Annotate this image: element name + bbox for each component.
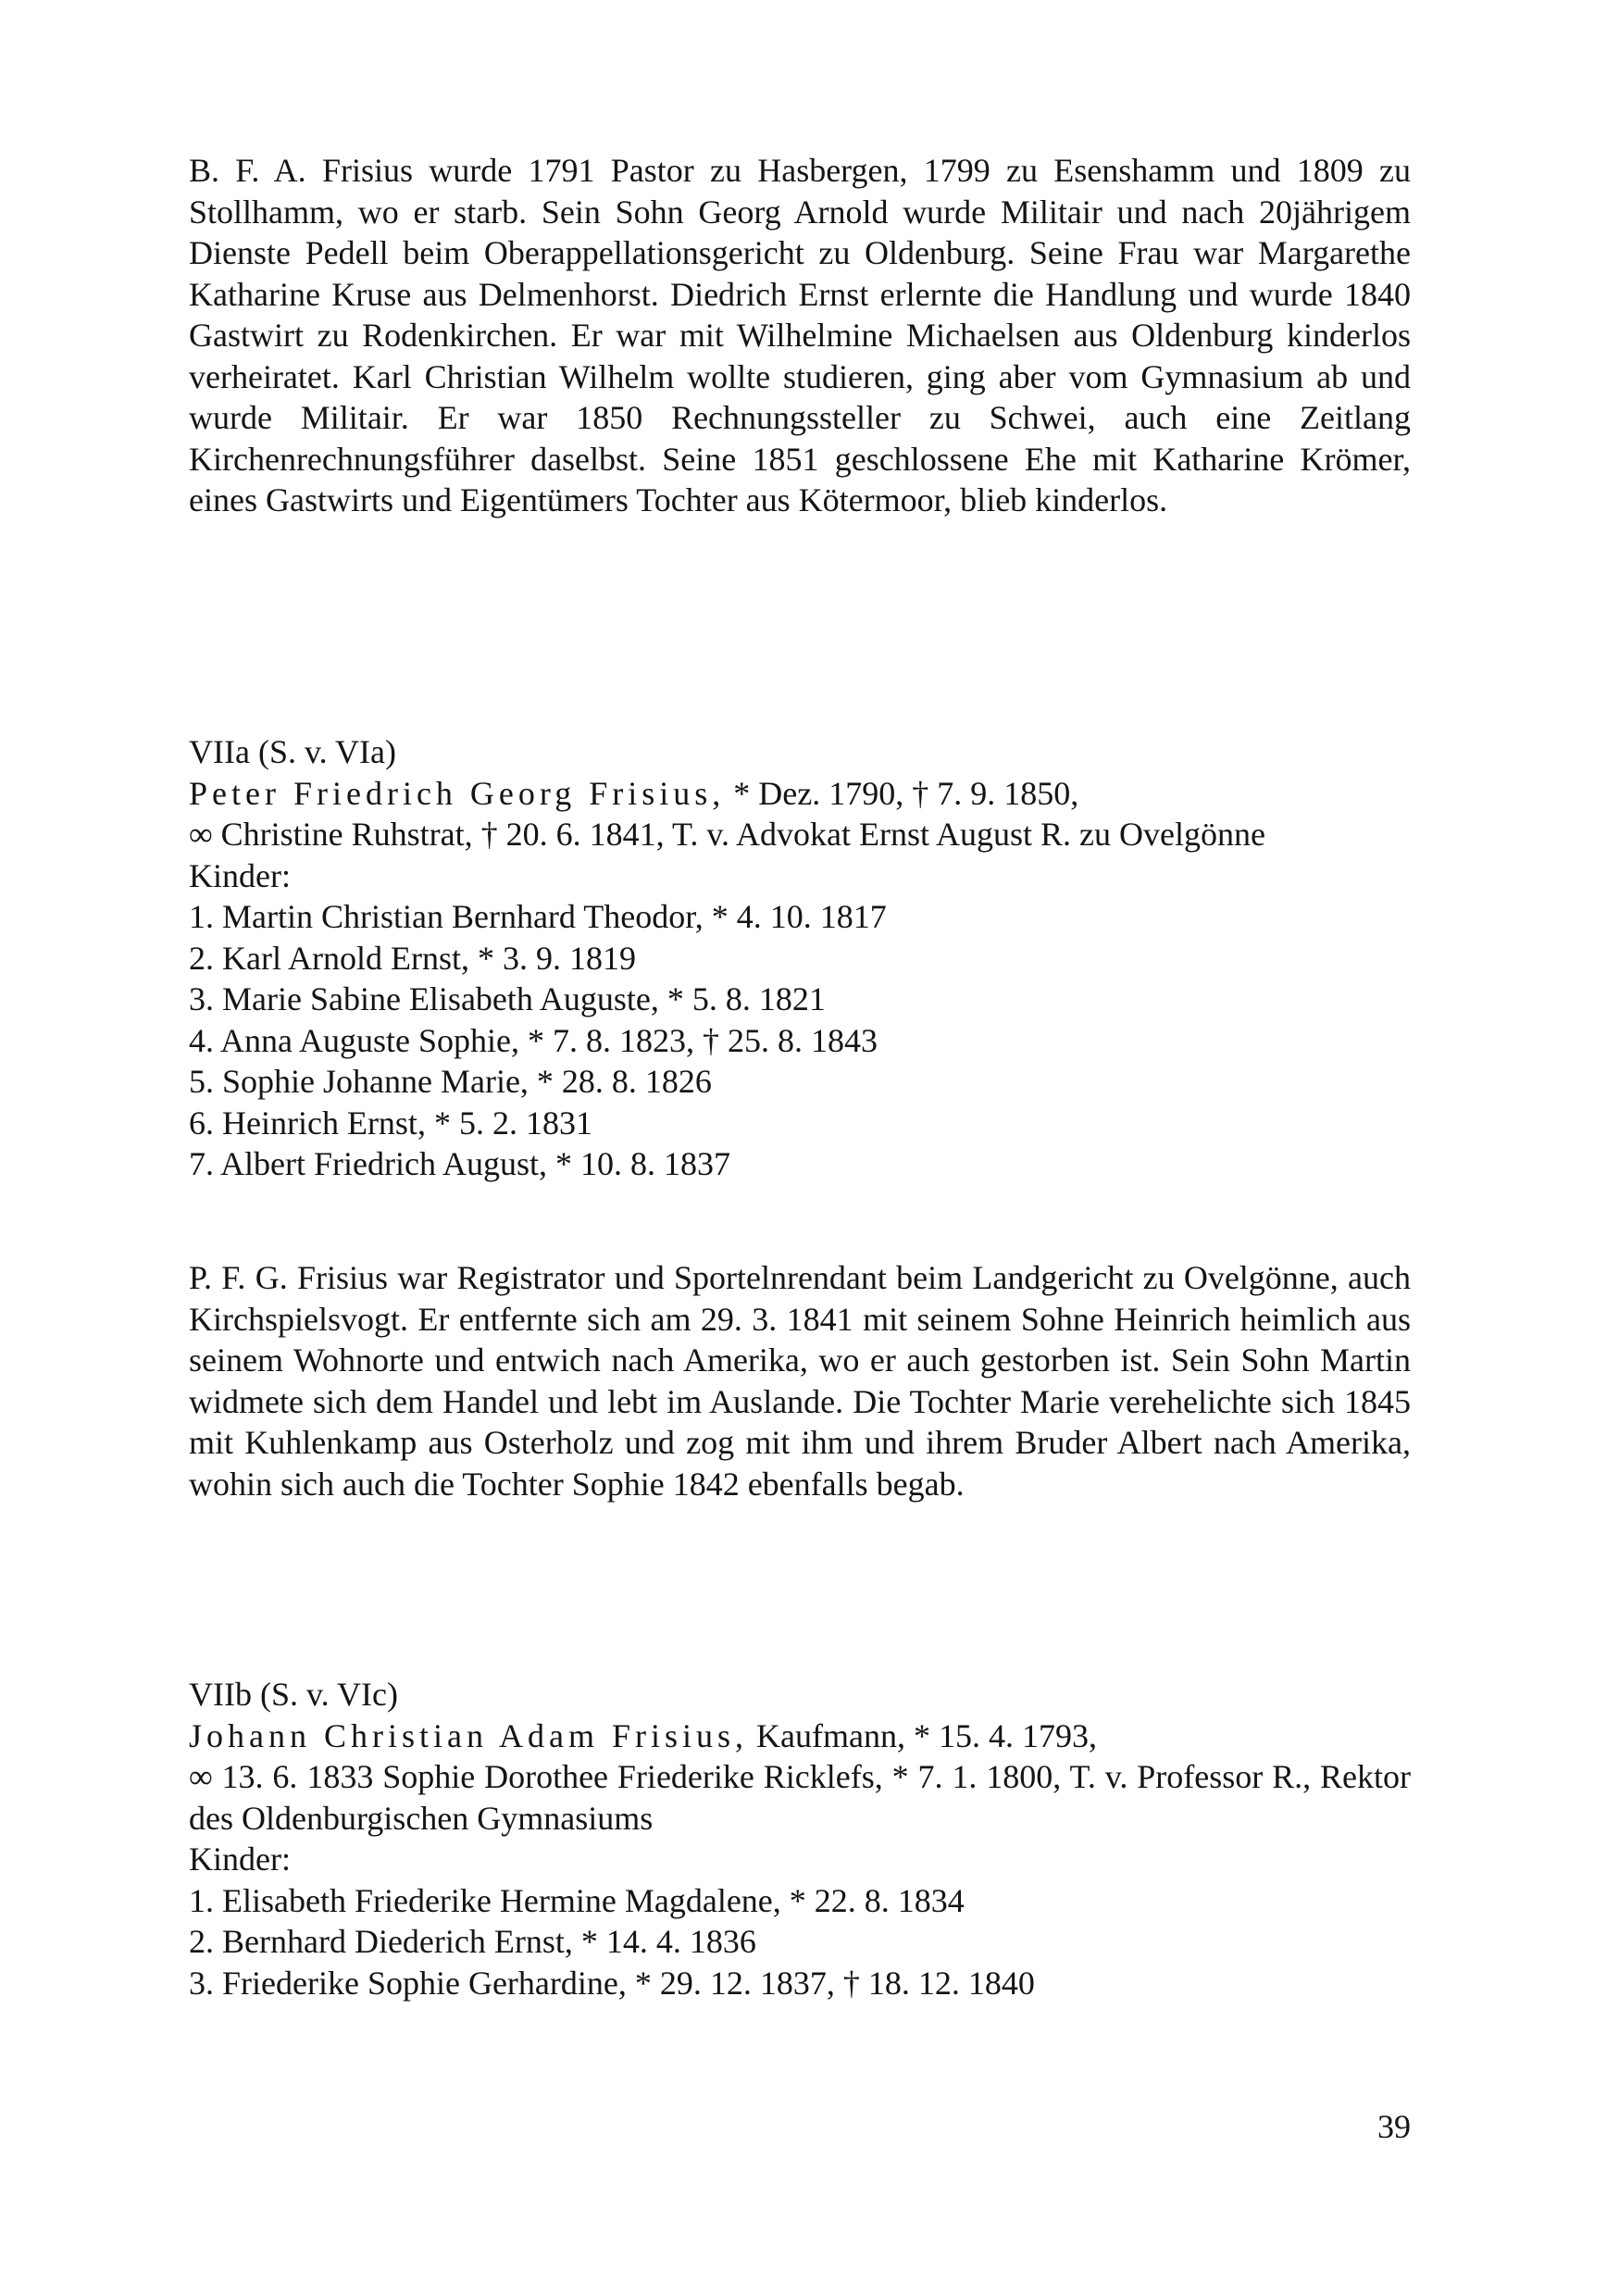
section-viib-children-list [189, 1880, 1411, 2004]
child-item: 2. Karl Arnold Ernst, * 3. 9. 1819 [189, 939, 636, 977]
child-item: 2. Bernhard Diederich Ernst, * 14. 4. 1836 [189, 1923, 756, 1960]
section-viia [189, 731, 1411, 1185]
child-item: 1. Martin Christian Bernhard Theodor, * 4. 10. 1817 [189, 898, 887, 935]
section-viib-person [189, 1716, 1411, 1757]
child-item: 3. Marie Sabine Elisabeth Auguste, * 5. 8. 1821 [189, 980, 826, 1017]
section-viia-heading: VIIa (S. v. VIa) [189, 733, 396, 770]
section-viib-heading: VIIb (S. v. VIc) [189, 1676, 398, 1713]
section-viia-text [189, 1257, 1411, 1504]
child-item: 1. Elisabeth Friederike Hermine Magdalene, * 22. 8. 1834 [189, 1881, 965, 1919]
section-viib-person-dates: Kaufmann, * 15. 4. 1793, [748, 1716, 1097, 1754]
section-viib-person-name: Johann Christian Adam Frisius, [189, 1716, 749, 1754]
page-number: 39 [1377, 2108, 1411, 2145]
section-viia-person-name: Peter Friedrich Georg Frisius, [189, 774, 726, 812]
section-viia-marriage: ∞ Christine Ruhstrat, † 20. 6. 1841, T. v. Advokat Ernst August R. zu Ovelgönne [189, 816, 1265, 853]
section-viib [189, 1674, 1411, 2003]
section-viib-marriage: ∞ 13. 6. 1833 Sophie Dorothee Friederike Ricklefs, * 7. 1. 1800, T. v. Professor R., Rektor des Oldenburgischen Gymnasiums [189, 1758, 1411, 1837]
child-item: 7. Albert Friedrich August, * 10. 8. 1837 [189, 1145, 730, 1182]
section-viia-children-label: Kinder: [189, 856, 291, 894]
child-item: 5. Sophie Johanne Marie, * 28. 8. 1826 [189, 1063, 712, 1100]
intro-section [189, 150, 1411, 521]
section-viia-person [189, 773, 1411, 815]
intro-paragraph: B. F. A. Frisius wurde 1791 Pastor zu Hasbergen, 1799 zu Esenshamm und 1809 zu Stollhamm, wo er starb. Sein Sohn Georg Arnold wurde Militair und nach 20jährigem Dienste Pedell beim Oberappellationsgericht zu Oldenburg. Seine Frau war Margarethe Katharine Kruse aus Delmenhorst. Diedrich Ernst erlernte die Handlung und wurde 1840 Gastwirt zu Rodenkirchen. Er war mit Wilhelmine Michaelsen aus Oldenburg kinderlos verheiratet. Karl Christian Wilhelm wollte studieren, ging aber vom Gymnasium ab und wurde Militair. Er war 1850 Rechnungssteller zu Schwei, auch eine Zeitlang Kirchenrechnungsführer daselbst. Seine 1851 geschlossene Ehe mit Katharine Krömer, eines Gastwirts und Eigentümers Tochter aus Kötermoor, blieb kinderlos. [189, 152, 1411, 518]
section-viia-paragraph: P. F. G. Frisius war Registrator und Sportelnrendant beim Landgericht zu Ovelgönne, auch Kirchspielsvogt. Er entfernte sich am 29. 3. 1841 mit seinem Sohne Heinrich heimlich aus seinem Wohnorte und entwich nach Amerika, wo er auch gestorben ist. Sein Sohn Martin widmete sich dem Handel und lebt im Auslande. Die Tochter Marie verehelichte sich 1845 mit Kuhlenkamp aus Osterholz und zog mit ihm und ihrem Bruder Albert nach Amerika, wohin sich auch die Tochter Sophie 1842 ebenfalls begab. [189, 1259, 1411, 1503]
child-item: 6. Heinrich Ernst, * 5. 2. 1831 [189, 1104, 592, 1142]
section-viib-children-label: Kinder: [189, 1841, 291, 1878]
section-viia-children-list [189, 896, 1411, 1185]
section-viia-person-dates: * Dez. 1790, † 7. 9. 1850, [725, 774, 1079, 812]
child-item: 4. Anna Auguste Sophie, * 7. 8. 1823, † 25. 8. 1843 [189, 1021, 878, 1059]
child-item: 3. Friederike Sophie Gerhardine, * 29. 12. 1837, † 18. 12. 1840 [189, 1964, 1035, 2002]
